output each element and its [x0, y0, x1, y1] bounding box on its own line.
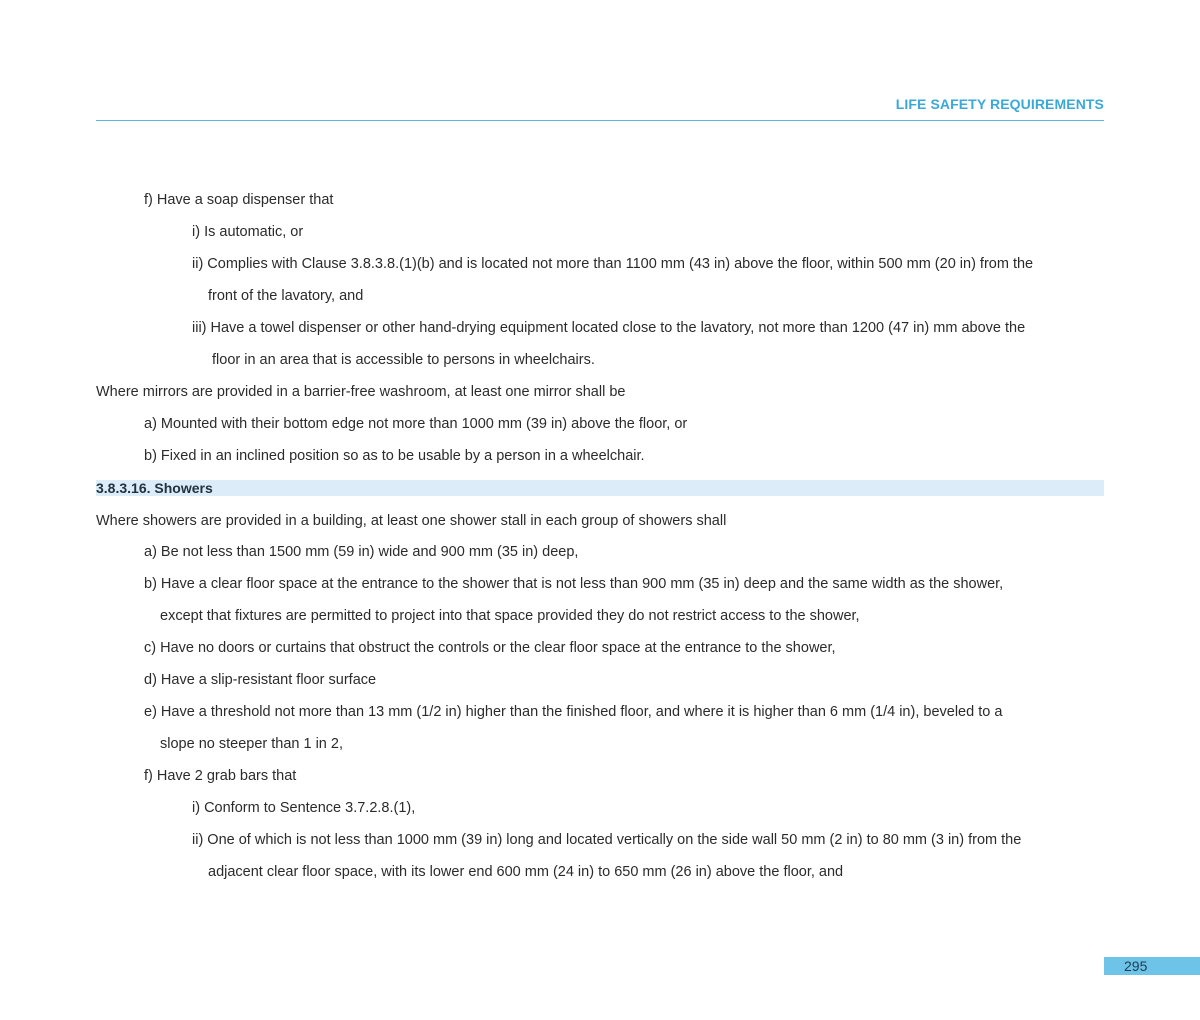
- body-line: floor in an area that is accessible to persons in wheelchairs.: [212, 352, 595, 368]
- body-line: b) Fixed in an inclined position so as to be usable by a person in a wheelchair.: [144, 448, 645, 464]
- body-line: f) Have 2 grab bars that: [144, 768, 297, 784]
- page-number-badge: [1104, 957, 1200, 975]
- running-header-title: LIFE SAFETY REQUIREMENTS: [895, 96, 1104, 112]
- body-line: c) Have no doors or curtains that obstruct the controls or the clear floor space at the entrance to the shower,: [144, 640, 836, 656]
- body-line: ii) Complies with Clause 3.8.3.8.(1)(b) and is located not more than 1100 mm (43 in) above the floor, within 500 mm (20 in) from the: [192, 256, 1034, 272]
- body-line: a) Be not less than 1500 mm (59 in) wide and 900 mm (35 in) deep,: [144, 544, 579, 560]
- body-line: b) Have a clear floor space at the entrance to the shower that is not less than 900 mm (35 in) deep and the same width as the shower,: [144, 576, 1004, 592]
- body-line: f) Have a soap dispenser that: [144, 192, 334, 208]
- header-rule: [96, 120, 1104, 121]
- body-line: Where showers are provided in a building, at least one shower stall in each group of showers shall: [96, 513, 727, 529]
- body-line: adjacent clear floor space, with its lower end 600 mm (24 in) to 650 mm (26 in) above the floor, and: [208, 864, 844, 880]
- body-line: slope no steeper than 1 in 2,: [160, 736, 343, 752]
- body-line: front of the lavatory, and: [208, 288, 364, 304]
- section-heading-bar: [96, 480, 1104, 496]
- body-line: i) Conform to Sentence 3.7.2.8.(1),: [192, 800, 416, 816]
- body-line: except that fixtures are permitted to project into that space provided they do not restrict access to the shower,: [160, 608, 860, 624]
- body-line: Where mirrors are provided in a barrier-free washroom, at least one mirror shall be: [96, 384, 626, 400]
- body-line: iii) Have a towel dispenser or other hand-drying equipment located close to the lavatory, not more than 1200 (47 in) mm above the: [192, 320, 1026, 336]
- body-line: ii) One of which is not less than 1000 mm (39 in) long and located vertically on the side wall 50 mm (2 in) to 80 mm (3 in) from the: [192, 832, 1022, 848]
- section-heading: 3.8.3.16. Showers: [96, 480, 213, 496]
- body-line: e) Have a threshold not more than 13 mm (1/2 in) higher than the finished floor, and where it is higher than 6 mm (1/4 in), beveled to a: [144, 704, 1003, 720]
- body-line: d) Have a slip-resistant floor surface: [144, 672, 377, 688]
- body-line: a) Mounted with their bottom edge not more than 1000 mm (39 in) above the floor, or: [144, 416, 688, 432]
- page-number: 295: [1124, 958, 1148, 974]
- body-line: i) Is automatic, or: [192, 224, 304, 240]
